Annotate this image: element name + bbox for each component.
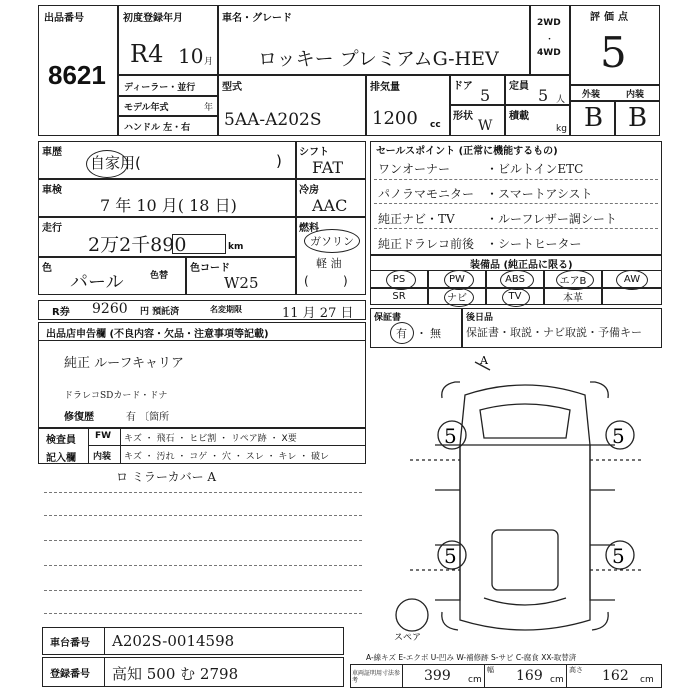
color-code-label: 色コード <box>190 263 230 274</box>
equip-ps: PS <box>370 270 428 288</box>
sales-title: セールスポイント (正常に機能するもの) <box>376 146 558 157</box>
warranty-dot: ・ <box>416 327 427 340</box>
mileage-unit: km <box>228 242 244 252</box>
history-box <box>38 141 296 179</box>
inspector-col-rule-2 <box>120 428 121 464</box>
sales-point-4: ・スマートアシスト <box>486 187 593 201</box>
disp-label: 排気量 <box>370 82 400 93</box>
score-value: 5 <box>600 28 627 77</box>
length-unit: cm <box>468 675 482 685</box>
blank-line-1 <box>44 492 362 493</box>
fuel-light: 軽 油 <box>316 257 342 270</box>
warranty-label: 保証書 <box>374 313 402 323</box>
name-change-label: 名変期限 <box>210 305 242 314</box>
load-label: 積載 <box>509 111 529 122</box>
notes-title: 出品店申告欄 (不良内容・欠品・注意事項等記載) <box>46 329 269 340</box>
sales-rule-1 <box>374 179 658 180</box>
ac-label: 冷房 <box>299 185 319 196</box>
antenna-mark: A <box>480 354 488 367</box>
history-value: 自家用( <box>90 154 141 172</box>
ac-value: AAC <box>312 196 348 215</box>
equip-aw: AW <box>602 270 662 288</box>
equip-tv: TV <box>486 288 544 305</box>
plate-value: 高知 500 む 2798 <box>112 665 239 683</box>
history-close: ) <box>276 152 282 170</box>
history-label: 車歴 <box>42 147 62 158</box>
handle-label: ハンドル 左・右 <box>124 123 191 133</box>
color-label: 色 <box>42 263 52 274</box>
type-label: 型式 <box>222 82 242 93</box>
ext-label: 外装 <box>582 90 601 100</box>
lot-number: 8621 <box>48 60 106 90</box>
plate-rule <box>104 657 105 687</box>
blank-line-6 <box>44 613 362 614</box>
mileage-digit-cells <box>172 234 226 254</box>
width-unit: cm <box>550 675 564 685</box>
color-value: パール <box>70 272 124 293</box>
damage-legend: A-線キズ E-エクボ U-凹み W-補修跡 S-サビ C-腐食 XX-取替済 <box>366 653 577 662</box>
fuel-value: ガソリン <box>310 235 354 248</box>
score-label: 評価点 <box>590 12 632 23</box>
equip-airbag: エアB <box>544 270 602 288</box>
equip-circle-abs <box>500 270 534 290</box>
notes-line-2: ドラレコSDカード・ドナ <box>64 391 168 401</box>
equip-circle-tv <box>502 288 530 307</box>
inspector-int: 内装 <box>93 452 112 462</box>
inspector-label-2: 記入欄 <box>46 453 76 464</box>
disp-value: 1200 <box>372 108 418 129</box>
car-diagram <box>380 350 670 650</box>
cap-unit: 人 <box>556 95 566 105</box>
inspector-mid-rule <box>88 445 366 446</box>
int-label: 内装 <box>626 90 645 100</box>
model-label: 車名・グレード <box>222 13 292 24</box>
reg-label: 初度登録年月 <box>123 13 183 24</box>
warranty-no: 無 <box>430 327 441 340</box>
shift-label: シフト <box>299 147 329 158</box>
records-label: 後日品 <box>466 313 494 323</box>
blank-line-4 <box>44 565 362 566</box>
door-label: ドア <box>453 81 473 92</box>
dealer-label: ディーラー・並行 <box>124 83 196 93</box>
equip-abs: ABS <box>486 270 544 288</box>
sales-point-6: ・ルーフレザー調シート <box>486 212 617 226</box>
inspector-note: ロ ミラーカバー A <box>116 470 217 484</box>
inspect-value: 7 年 10 月( 18 日) <box>100 196 237 215</box>
equip-circle-pw <box>444 270 474 290</box>
sales-point-8: ・シートヒーター <box>486 237 582 251</box>
length-value: 399 <box>424 668 451 684</box>
equip-sr: SR <box>370 288 428 305</box>
sales-point-7: 純正ドラレコ前後 <box>378 237 475 251</box>
width-value: 169 <box>516 668 543 684</box>
equip-navi: ナビ <box>428 288 486 305</box>
reg-month-unit: 月 <box>204 57 214 67</box>
warranty-yes: 有 <box>396 327 407 340</box>
name-change-value: 11 月 27 日 <box>282 306 354 321</box>
chassis-value: A202S-0014598 <box>112 632 235 650</box>
recycle-label: R券 <box>52 307 70 318</box>
lot-label: 出品番号 <box>44 13 84 24</box>
inspector-col-rule <box>88 428 89 464</box>
recycle-unit: 円 預託済 <box>140 307 180 317</box>
notes-line-1: 純正 ルーフキャリア <box>64 356 184 371</box>
blank-line-3 <box>44 540 362 541</box>
size-label: 車両証明用寸法参考 <box>352 670 401 684</box>
ext-value: B <box>584 103 604 133</box>
drive-4wd: 4WD <box>537 48 561 58</box>
shape-value: W <box>478 118 493 134</box>
mileage-value: 2万2千890 <box>88 234 187 256</box>
repair-label: 修復歴 <box>64 412 94 423</box>
door-value: 5 <box>480 86 491 105</box>
fuel-parens: ( ) <box>304 274 348 288</box>
notes-title-rule <box>38 340 366 341</box>
blank-line-2 <box>44 515 362 516</box>
tire-fl-score: 5 <box>444 424 457 448</box>
int-value: B <box>628 103 648 133</box>
sales-point-1: ワンオーナー <box>378 162 451 176</box>
plate-label: 登録番号 <box>50 669 90 680</box>
fuel-label: 燃料 <box>299 223 319 234</box>
sales-point-3: パノラマモニター <box>378 187 475 201</box>
sales-rule-3 <box>374 228 658 229</box>
drive-2wd: 2WD <box>537 18 561 28</box>
recycle-value: 9260 <box>92 301 128 317</box>
reg-year: R4 <box>130 40 164 68</box>
cap-value: 5 <box>538 86 549 105</box>
height-label: 高さ <box>569 666 583 674</box>
inspect-label: 車検 <box>42 185 62 196</box>
equip-circle-ps <box>386 270 416 290</box>
equip-leather: 本革 <box>544 288 602 305</box>
width-label: 幅 <box>487 666 494 674</box>
records-value: 保証書・取説・ナビ取説・予備キー <box>466 326 642 339</box>
size-rule <box>402 664 403 688</box>
inspector-int-text: キズ ・ 汚れ ・ コゲ ・ 穴 ・ スレ ・ キレ ・ 破レ <box>124 452 330 462</box>
equip-pw: PW <box>428 270 486 288</box>
equip-circle-navi <box>444 288 474 307</box>
type-value: 5AA-A202S <box>224 110 322 130</box>
shape-label: 形状 <box>453 111 473 122</box>
size-rule-2 <box>484 664 485 688</box>
equip-title: 装備品 (純正品に限る) <box>470 260 573 271</box>
equip-circle-aw <box>616 270 648 290</box>
inspector-label-1: 検査員 <box>46 435 76 446</box>
cap-label: 定員 <box>509 81 529 92</box>
mileage-label: 走行 <box>42 223 62 234</box>
sales-point-5: 純正ナビ・TV <box>378 212 455 226</box>
sales-point-2: ・ビルトインETC <box>486 162 584 176</box>
tire-rl-score: 5 <box>444 544 457 568</box>
inspector-fw-text: キズ ・ 飛石 ・ ヒビ割 ・ リペア跡 ・ X要 <box>124 434 297 444</box>
model-year-unit: 年 <box>204 103 214 113</box>
reg-month: 10 <box>178 44 204 68</box>
model-value: ロッキー プレミアムG-HEV <box>258 48 499 70</box>
height-value: 162 <box>602 668 629 684</box>
chassis-rule <box>104 627 105 655</box>
spare-label: スペア <box>394 633 422 643</box>
equip-empty <box>602 288 662 305</box>
tire-fr-score: 5 <box>612 424 625 448</box>
chassis-label: 車台番号 <box>50 638 90 649</box>
tire-rr-score: 5 <box>612 544 625 568</box>
blank-line-5 <box>44 590 362 591</box>
equip-circle-airbag <box>556 270 594 290</box>
drive-dot: ・ <box>545 35 555 45</box>
model-year-label: モデル年式 <box>124 103 169 113</box>
inspector-fw: FW <box>95 431 112 441</box>
shift-value: FAT <box>312 158 344 177</box>
sales-rule-2 <box>374 203 658 204</box>
load-unit: kg <box>556 124 567 134</box>
disp-unit: cc <box>430 120 441 130</box>
height-unit: cm <box>640 675 654 685</box>
color-change-label: 色替 <box>150 271 169 281</box>
color-code-value: W25 <box>224 274 259 292</box>
repair-value: 有 〔箇所 <box>126 412 170 423</box>
size-rule-3 <box>566 664 567 688</box>
